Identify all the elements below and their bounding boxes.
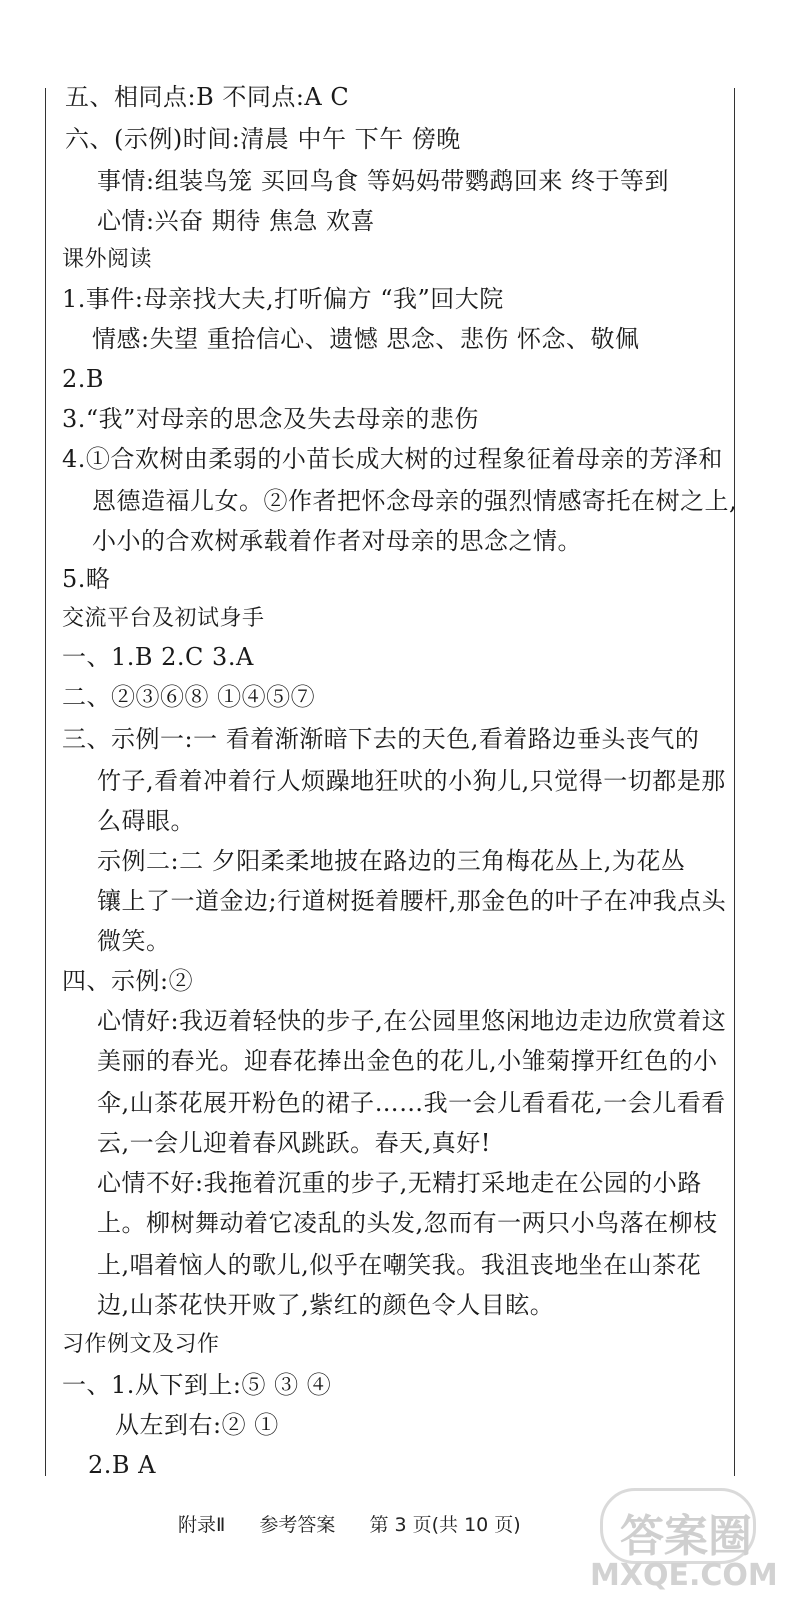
answer-line: 4.①合欢树由柔弱的小苗长成大树的过程象征着母亲的芳泽和 [62, 445, 723, 473]
answer-line: 示例二:二 夕阳柔柔地披在路边的三角梅花丛上,为花丛 [97, 847, 686, 875]
watermark-url: MXQE.COM [590, 1558, 778, 1593]
answer-line: 5.略 [62, 565, 111, 593]
answer-line: 五、相同点:B 不同点:A C [65, 83, 350, 111]
section-heading: 课外阅读 [62, 247, 153, 272]
answer-line: 一、1.B 2.C 3.A [62, 643, 254, 671]
answer-line: 四、示例:② [62, 967, 194, 995]
answer-line: 3.“我”对母亲的思念及失去母亲的悲伤 [62, 405, 479, 433]
answer-line: 微笑。 [97, 927, 171, 955]
answer-line: 1.事件:母亲找大夫,打听偏方 “我”回大院 [62, 285, 504, 313]
answer-line: 心情好:我迈着轻快的步子,在公园里悠闲地边走边欣赏着这 [97, 1007, 727, 1035]
right-margin-rule [734, 88, 735, 1476]
answer-line: 上。柳树舞动着它凌乱的头发,忽而有一两只小鸟落在柳枝 [97, 1209, 718, 1237]
answer-line: 事情:组装鸟笼 买回鸟食 等妈妈带鹦鹉回来 终于等到 [97, 167, 669, 195]
answer-line: 从左到右:② ① [115, 1411, 279, 1439]
answer-line: 上,唱着恼人的歌儿,似乎在嘲笑我。我沮丧地坐在山茶花 [97, 1251, 702, 1279]
answer-line: 2.B [62, 365, 105, 393]
answer-line: 六、(示例)时间:清晨 中午 下午 傍晚 [65, 125, 461, 153]
answer-line: 恩德造福儿女。②作者把怀念母亲的强烈情感寄托在树之上, [92, 487, 738, 515]
answer-line: 小小的合欢树承载着作者对母亲的思念之情。 [92, 527, 582, 555]
section-heading: 交流平台及初试身手 [62, 606, 265, 631]
answer-line: 边,山茶花快开败了,紫红的颜色令人目眩。 [97, 1291, 555, 1319]
answer-line: 心情:兴奋 期待 焦急 欢喜 [97, 207, 375, 235]
answer-line: 么碍眼。 [97, 807, 195, 835]
footer-label: 参考答案 [259, 1514, 336, 1536]
answer-line: 竹子,看着冲着行人烦躁地狂吠的小狗儿,只觉得一切都是那 [97, 767, 726, 795]
left-margin-rule [45, 88, 46, 1476]
section-heading: 习作例文及习作 [62, 1332, 220, 1357]
answer-line: 心情不好:我拖着沉重的步子,无精打采地走在公园的小路 [97, 1169, 702, 1197]
page-footer [178, 1510, 549, 1537]
answer-line: 三、示例一:一 看着渐渐暗下去的天色,看着路边垂头丧气的 [62, 725, 700, 753]
answer-line: 情感:失望 重拾信心、遗憾 思念、悲伤 怀念、敬佩 [92, 325, 640, 353]
watermark-logo: 答案圈 [620, 1511, 752, 1562]
answer-line: 二、②③⑥⑧ ①④⑤⑦ [62, 683, 316, 711]
answer-line: 2.B A [88, 1451, 156, 1479]
footer-appendix: 附录Ⅱ [178, 1514, 226, 1536]
answer-line: 美丽的春光。迎春花捧出金色的花儿,小雏菊撑开红色的小 [97, 1047, 718, 1075]
footer-page-number: 第 3 页(共 10 页) [369, 1514, 521, 1536]
answer-line: 伞,山茶花展开粉色的裙子……我一会儿看看花,一会儿看看 [97, 1089, 726, 1117]
answer-line: 镶上了一道金边;行道树挺着腰杆,那金色的叶子在冲我点头 [97, 887, 727, 915]
answer-line: 一、1.从下到上:⑤ ③ ④ [62, 1371, 332, 1399]
answer-line: 云,一会儿迎着春风跳跃。春天,真好! [97, 1129, 491, 1157]
